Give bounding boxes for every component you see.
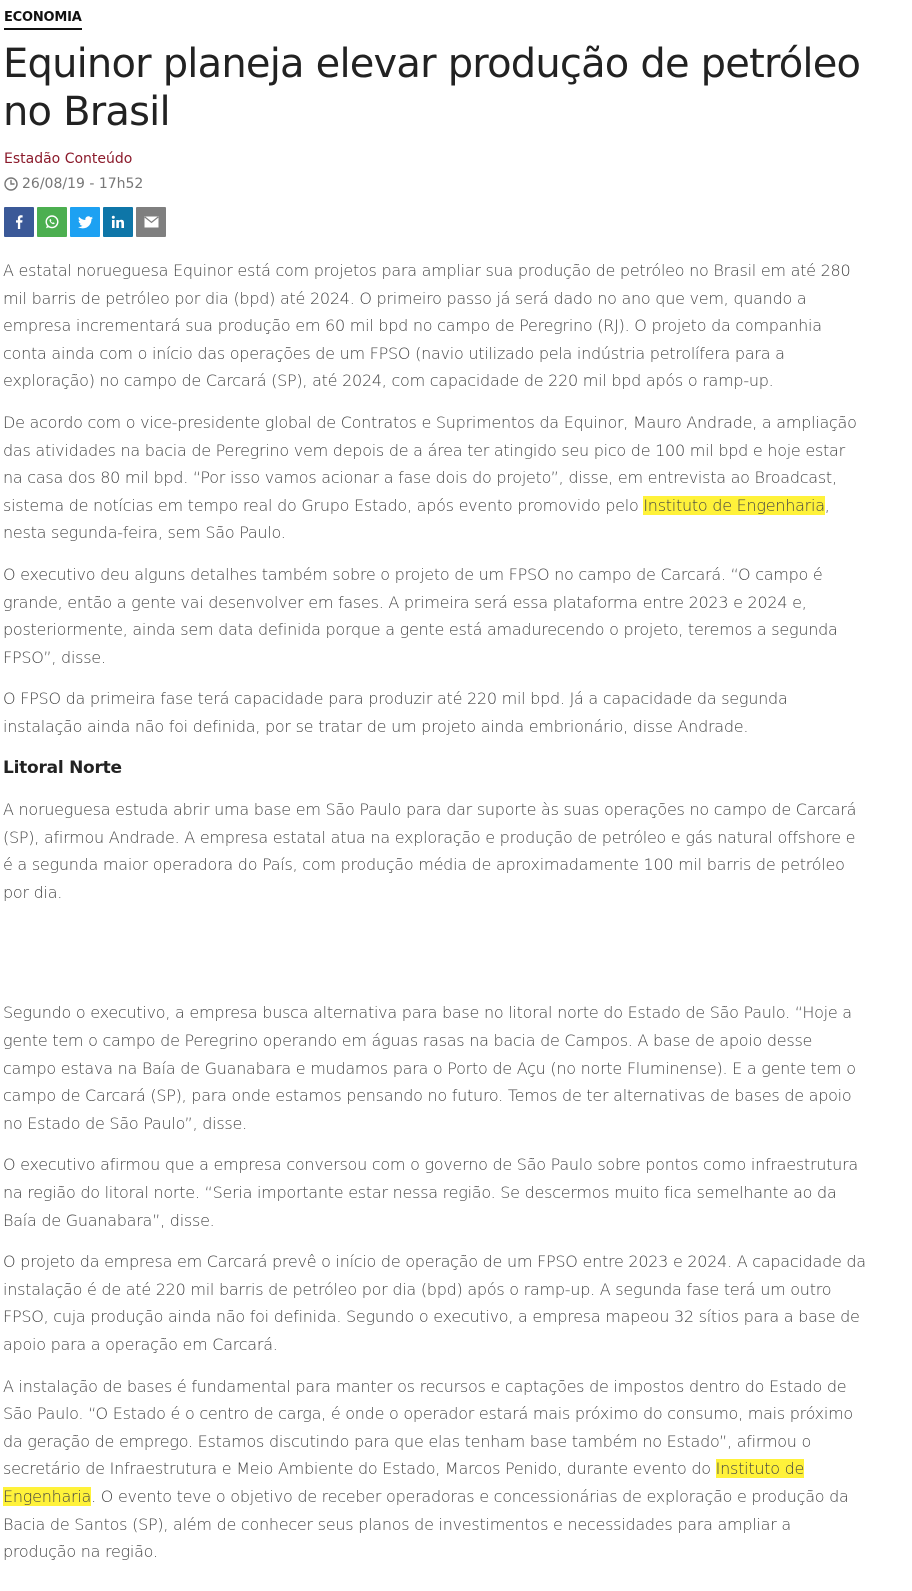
publish-date-text: 26/08/19 - 17h52: [22, 176, 144, 192]
article-paragraph: O projeto da empresa em Carcará prevê o início de operação de um FPSO entre 2023 e 2024. A capacidade da instalação é de até 220 mil barris de petróleo por dia (bpd) após o ramp-up. A segunda fase terá um outro FPSO, cuja produção ainda não foi definida. Segundo o executivo, a empresa mapeou 32 sítios para a base de apoio para a operação em Carcará.: [3, 1252, 866, 1354]
share-twitter-button[interactable]: [70, 207, 100, 237]
instituto-engenharia-link[interactable]: Instituto de Engenharia: [643, 495, 825, 515]
article-paragraph: A instalação de bases é fundamental para manter os recursos e captações de impostos dentro do Estado de São Paulo. “O Estado é o centro de carga, é onde o operador estará mais próximo do consumo, mais próximo da geração de emprego. Estamos discutindo para que elas tenham base também no Estado”, afirmou o secretário de Infraestrutura e Meio Ambiente do Estado, Marcos Penido, durante evento do Instituto de Engenharia. O evento teve o objetivo de receber operadoras e concessionárias de exploração e produção da Bacia de Santos (SP), além de conhecer seus planos de investimentos e necessidades para ampliar a produção na região.: [3, 1376, 853, 1562]
article-title: Equinor planeja elevar produção de petróleo no Brasil: [3, 41, 861, 135]
article-paragraph: O FPSO da primeira fase terá capacidade para produzir até 220 mil bpd. Já a capacidade da segunda instalação ainda não foi definida, por se tratar de um projeto ainda embrionário, disse Andrade.: [3, 689, 788, 736]
share-facebook-button[interactable]: [4, 207, 34, 237]
article-paragraph: A norueguesa estuda abrir uma base em São Paulo para dar suporte às suas operações no campo de Carcará (SP), afirmou Andrade. A empresa estatal atua na exploração e produção de petróleo e gás natural offshore e é a segunda maior operadora do País, com produção média de aproximadamente 100 mil barris de petróleo por dia.: [3, 800, 857, 902]
ad-spacer: [3, 920, 868, 999]
article-paragraph: A estatal norueguesa Equinor está com projetos para ampliar sua produção de petróleo no Brasil em até 280 mil barris de petróleo por dia (bpd) até 2024. O primeiro passo já será dado no ano que vem, quando a empresa incrementará sua produção em 60 mil bpd no campo de Peregrino (RJ). O projeto da companhia conta ainda com o início das operações de um FPSO (navio utilizado pela indústria petrolífera para a exploração) no campo de Carcará (SP), até 2024, com capacidade de 220 mil bpd após o ramp-up.: [3, 261, 851, 391]
share-linkedin-button[interactable]: [103, 207, 133, 237]
email-icon: [144, 216, 159, 228]
whatsapp-icon: [44, 214, 60, 230]
share-email-button[interactable]: [136, 207, 166, 237]
instituto-engenharia-link[interactable]: Instituto de Engenharia: [3, 1459, 805, 1506]
author-name[interactable]: Estadão Conteúdo: [4, 151, 133, 167]
share-whatsapp-button[interactable]: [37, 207, 67, 237]
linkedin-icon: [111, 215, 125, 229]
share-bar: [4, 207, 166, 237]
section-subheading: Litoral Norte: [3, 757, 122, 778]
article-paragraph: O executivo deu alguns detalhes também sobre o projeto de um FPSO no campo de Carcará. “O campo é grande, então a gente vai desenvolver em fases. A primeira será essa plataforma entre 2023 e 2024 e, posteriormente, ainda sem data definida porque a gente está amadurecendo o projeto, teremos a segunda FPSO”, disse.: [3, 564, 838, 667]
article-paragraph: De acordo com o vice-presidente global de Contratos e Suprimentos da Equinor, Mauro Andrade, a ampliação das atividades na bacia de Peregrino vem depois de a área ter atingido seu pico de 100 mil bpd e hoje estar na casa dos 80 mil bpd. “Por isso vamos acionar a fase dois do projeto”, disse, em entrevista ao Broadcast, sistema de notícias em tempo real do Grupo Estado, após evento promovido pelo Instituto de Engenharia, nesta segunda-feira, sem São Paulo.: [3, 412, 857, 543]
clock-icon: [4, 177, 18, 191]
article-paragraph: O executivo afirmou que a empresa conversou com o governo de São Paulo sobre pontos como infraestrutura na região do litoral norte. “Seria importante estar nessa região. Se descermos muito fica semelhante ao da Baía de Guanabara”, disse.: [3, 1155, 858, 1230]
publish-date: [4, 176, 143, 192]
twitter-icon: [78, 216, 93, 229]
article-body: [3, 257, 868, 1580]
category-link[interactable]: ECONOMIA: [4, 10, 82, 30]
facebook-icon: [12, 215, 26, 229]
article-paragraph: Segundo o executivo, a empresa busca alternativa para base no litoral norte do Estado de São Paulo. “Hoje a gente tem o campo de Peregrino operando em águas rasas na bacia de Campos. A base de apoio desse campo estava na Baía de Guanabara e mudamos para o Porto de Açu (no norte Fluminense). E a gente tem o campo de Carcará (SP), para onde estamos pensando no futuro. Temos de ter alternativas de bases de apoio no Estado de São Paulo”, disse.: [3, 1003, 856, 1133]
